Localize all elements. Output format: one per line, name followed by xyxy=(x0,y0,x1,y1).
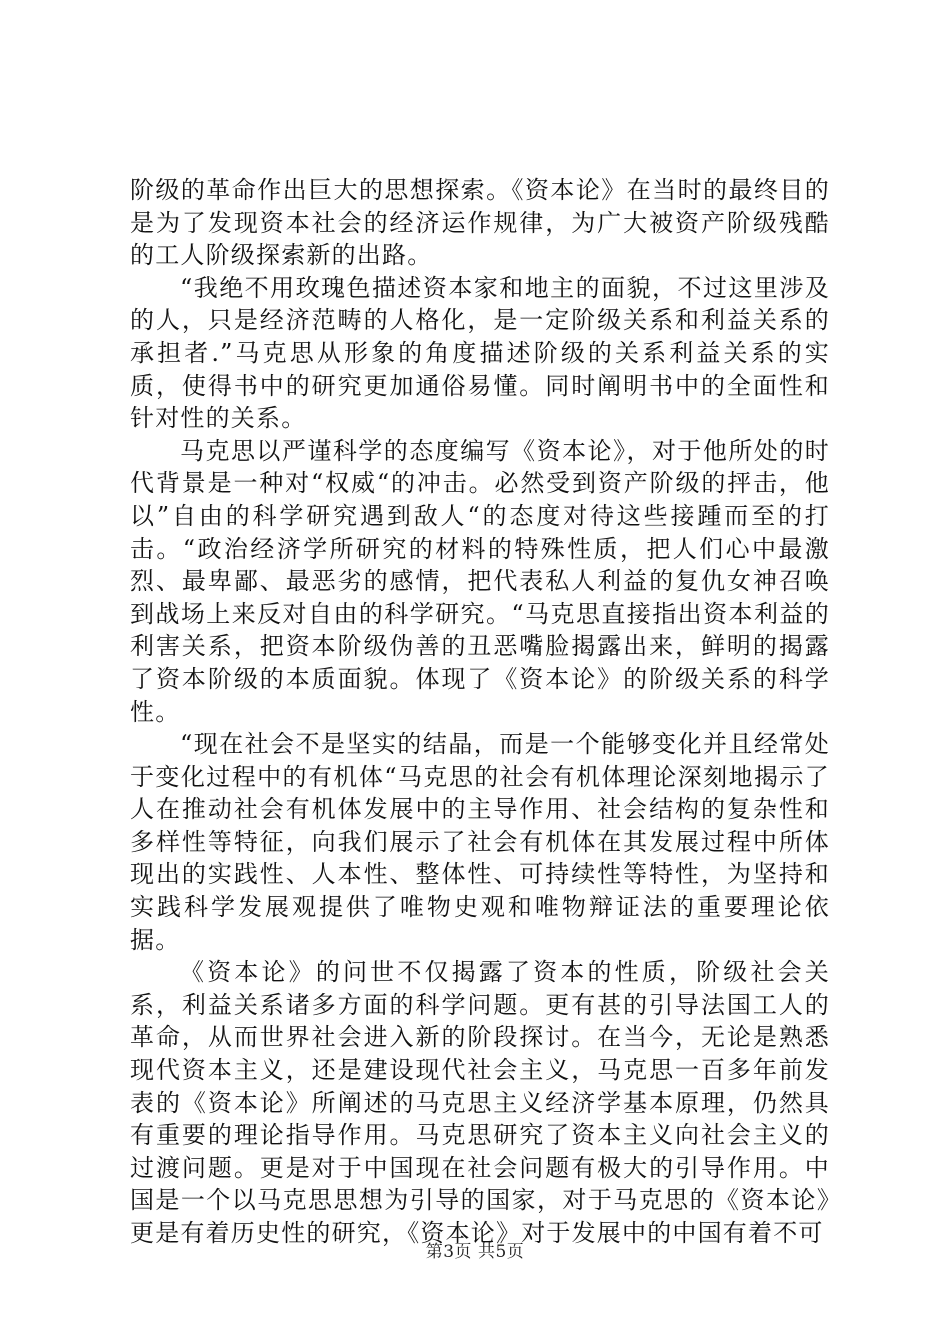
paragraph-significance: 《资本论》的问世不仅揭露了资本的性质，阶级社会关系，利益关系诸多方面的科学问题。更有甚的引导法国工人的革命，从而世界社会进入新的阶段探讨。在当今，无论是熟悉现代资本主义，还是建设现代社会主义，马克思一百多年前发表的《资本论》所阐述的马克思主义经济学基本原理，仍然具有重要的理论指导作用。马克思研究了资本主义向社会主义的过渡问题。更是对于中国现在社会问题有极大的引导作用。中国是一个以马克思思想为引导的国家，对于马克思的《资本论》更是有着历史性的研究，《资本论》对于发展中的中国有着不可 xyxy=(130,958,830,1247)
paragraph-social-organism: “现在社会不是坚实的结晶，而是一个能够变化并且经常处于变化过程中的有机体“马克思的社会有机体理论深刻地揭示了人在推动社会有机体发展中的主导作用、社会结构的复杂性和多样性等特征，向我们展示了社会有机体在其发展过程中所体现出的实践性、人本性、整体性、可持续性等特性，为坚持和实践科学发展观提供了唯物史观和唯物辩证法的重要理论依据。 xyxy=(130,730,830,954)
paragraph-continued: 阶级的革命作出巨大的思想探索。《资本论》在当时的最终目的是为了发现资本社会的经济运作规律，为广大被资产阶级残酷的工人阶级探索新的出路。 xyxy=(130,176,830,270)
document-body xyxy=(130,174,830,1250)
paragraph-rigorous-attitude: 马克思以严谨科学的态度编写《资本论》，对于他所处的时代背景是一种对“权威“的冲击。必然受到资产阶级的抨击，他以”自由的科学研究遇到敌人“的态度对待这些接踵而至的打击。“政治经济学所研究的材料的特殊性质，把人们心中最激烈、最卑鄙、最恶劣的感情，把代表私人利益的复仇女神召唤到战场上来反对自由的科学研究。“马克思直接指出资本利益的利害关系，把资本阶级伪善的丑恶嘴脸揭露出来，鲜明的揭露了资本阶级的本质面貌。体现了《资本论》的阶级关系的科学性。 xyxy=(130,436,830,726)
paragraph-quote-capitalist: “我绝不用玫瑰色描述资本家和地主的面貌，不过这里涉及的人，只是经济范畴的人格化，是一定阶级关系和利益关系的承担者.”马克思从形象的角度描述阶级的关系利益关系的实质，使得书中的研究更加通俗易懂。同时阐明书中的全面性和针对性的关系。 xyxy=(130,273,830,433)
page-number-footer: 第3页 共5页 xyxy=(425,1242,525,1262)
